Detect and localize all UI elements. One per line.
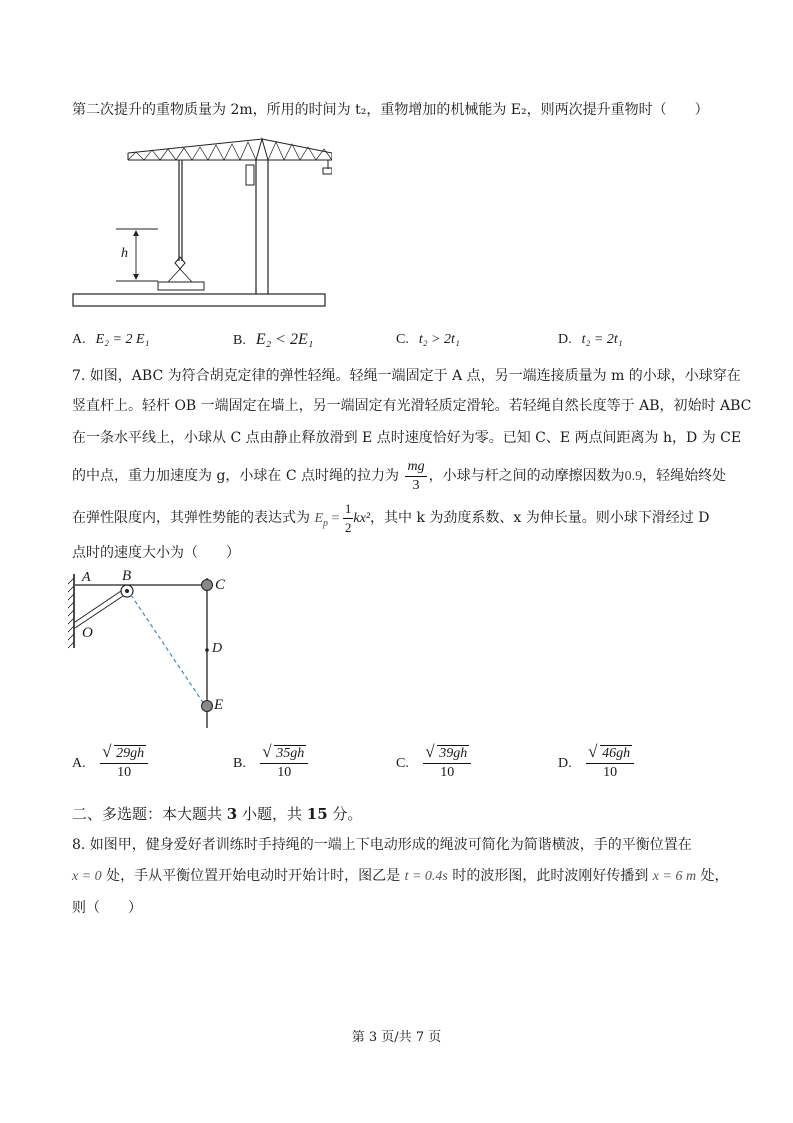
- crane-figure: [70, 135, 332, 310]
- q7-stem-line-3: 在一条水平线上，小球从 C 点由静止释放滑到 E 点时速度恰好为零。已知 C、E 两点间距离为 h，D 为 CE: [72, 430, 742, 446]
- jib-truss: [128, 142, 332, 160]
- q6-option-c[interactable]: C. t₂ > 2t₁: [396, 332, 460, 347]
- q7-option-c[interactable]: C. √ 39gh 10: [396, 745, 471, 782]
- tension-fraction: $\frac{mg}{3}$: [407, 458, 425, 493]
- label-c: C: [215, 577, 226, 593]
- q8-stem-line-2: x = 0 处，手从平衡位置开始电动时开始计时，图乙是 t = 0.4s 时的波形图，此时波刚好传播到 x = 6 m 处，: [72, 868, 729, 884]
- page-footer: 第 3 页/共 7 页: [351, 1030, 442, 1045]
- jib-top-right: [262, 139, 332, 153]
- section-multi-choice-heading: 二、多选题：本大题共 3 小题，共 15 分。: [72, 805, 363, 823]
- rope-be-dashed: [131, 595, 204, 704]
- q7-stem-line-2: 竖直杆上。轻杆 OB 一端固定在墙上，另一端固定有光滑轻质定滑轮。若轻绳自然长度等于 AB，初始时 ABC: [72, 398, 752, 414]
- q7-stem-line-4: 的中点，重力加速度为 g，小球在 C 点时绳的拉力为 $\frac{mg}{3}$ ，小球与杆之间的动摩擦因数为0.9，轻绳始终处: [72, 458, 727, 493]
- crane-hook: [175, 257, 185, 269]
- ball-e: [202, 701, 213, 712]
- q7-stem-line-5: 在弹性限度内，其弹性势能的表达式为 $E_p$ = $\frac{1}{2}$ kx²，其中 k 为劲度系数、x 为伸长量。则小球下滑经过 D: [72, 500, 710, 535]
- q6-option-a[interactable]: A. E₂ = 2 E₁: [72, 332, 150, 347]
- point-d: [205, 648, 209, 652]
- counterweight: [246, 165, 254, 185]
- q7-option-a[interactable]: A. √ 29gh 10: [72, 745, 148, 782]
- q6-option-d[interactable]: D. t₂ = 2t₁: [558, 332, 623, 347]
- h-label: h: [121, 246, 128, 261]
- label-d: D: [212, 641, 223, 656]
- q7-option-b[interactable]: B. √ 35gh 10: [233, 745, 308, 782]
- energy-formula: $E_p$ =: [314, 511, 340, 529]
- q7-option-d[interactable]: D. √ 46gh 10: [558, 745, 634, 782]
- q8-stem-line-3: 则（ ）: [72, 900, 142, 916]
- q8-stem-line-1: 8. 如图甲，健身爱好者训练时手持绳的一端上下电动形成的绳波可简化为简谐横波，手的平衡位置在: [72, 837, 692, 853]
- label-e: E: [214, 697, 224, 713]
- crane-mast: [256, 139, 268, 160]
- ground-slab: [73, 294, 325, 306]
- wall-hatch: [68, 578, 74, 648]
- load-block: [158, 282, 204, 290]
- q6-option-b[interactable]: B. E₂ < 2E₁: [233, 331, 314, 348]
- ball-c: [202, 580, 213, 591]
- q7-stem-line-1: 7. 如图，ABC 为符合胡克定律的弹性轻绳。轻绳一端固定于 A 点，另一端连接质量为 m 的小球，小球穿在: [72, 368, 741, 384]
- rod-ob-upper: [75, 589, 124, 622]
- label-o: O: [82, 625, 93, 641]
- jib-top-left: [128, 139, 262, 153]
- rod-ob-lower: [75, 594, 126, 628]
- label-a: A: [82, 570, 91, 585]
- label-b: B: [122, 568, 132, 584]
- q7-stem-line-6: 点时的速度大小为（ ）: [72, 545, 240, 561]
- q6-stem-line: 第二次提升的重物质量为 2m，所用的时间为 t₂，重物增加的机械能为 E₂，则两次提升重物时（ ）: [72, 102, 709, 118]
